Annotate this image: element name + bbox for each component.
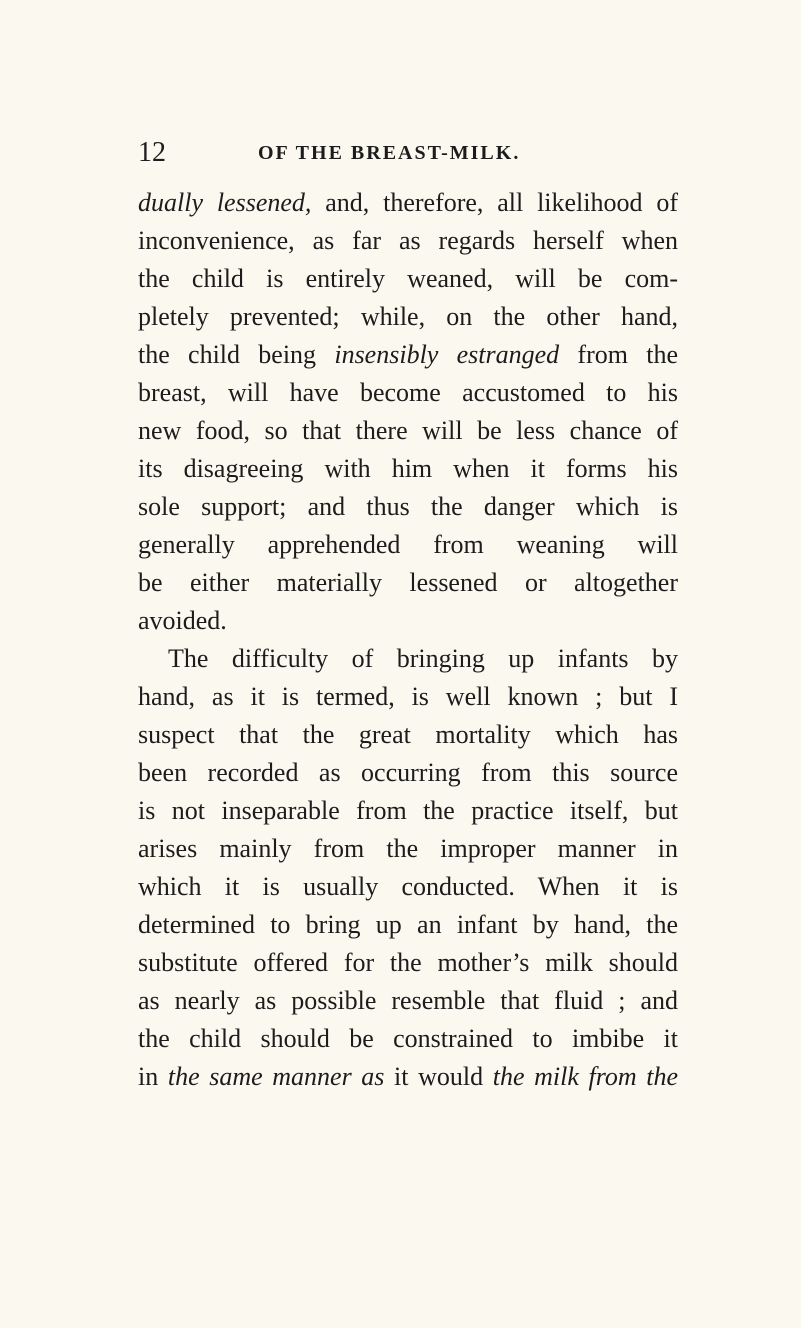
text-line [138, 640, 678, 678]
text-line [138, 260, 678, 298]
italic-text: insensibly estranged [334, 340, 560, 369]
text-run: sole support; and thus the danger which is [138, 492, 678, 521]
text-line [138, 982, 678, 1020]
italic-text: the milk from the [492, 1062, 678, 1091]
text-run: avoided. [138, 606, 227, 635]
text-run: The difficulty of bringing up infants by [168, 644, 678, 673]
text-line [138, 564, 678, 602]
text-run: new food, so that there will be less chance of [138, 416, 678, 445]
text-run: it would [384, 1062, 493, 1091]
text-run: pletely prevented; while, on the other hand, [138, 302, 678, 331]
text-run: in [138, 1062, 168, 1091]
text-line [138, 412, 678, 450]
text-run: arises mainly from the improper manner in [138, 834, 678, 863]
text-run: and, therefore, all likelihood of [311, 188, 678, 217]
running-head [138, 133, 678, 173]
body-text [138, 184, 678, 1096]
text-run: suspect that the great mortality which has [138, 720, 678, 749]
text-line [138, 374, 678, 412]
italic-text: dually lessened, [138, 188, 312, 217]
text-line [138, 1058, 678, 1096]
text-line [138, 830, 678, 868]
text-line [138, 678, 678, 716]
text-run: the child should be constrained to imbibe it [138, 1024, 678, 1053]
italic-text: the same manner as [167, 1062, 385, 1091]
page-number: 12 [138, 137, 166, 168]
text-line [138, 298, 678, 336]
text-run: determined to bring up an infant by hand, the [138, 910, 678, 939]
text-line [138, 906, 678, 944]
text-run: inconvenience, as far as regards herself when [138, 226, 678, 255]
text-line [138, 222, 678, 260]
text-line [138, 450, 678, 488]
text-line [138, 488, 678, 526]
text-run: the child is entirely weaned, will be com- [138, 264, 678, 293]
text-run: which it is usually conducted. When it is [138, 872, 678, 901]
text-line [138, 602, 678, 640]
text-run: the child being [138, 340, 335, 369]
text-run: is not inseparable from the practice itself, but [138, 796, 678, 825]
text-line [138, 336, 678, 374]
text-run: substitute offered for the mother’s milk should [138, 948, 678, 977]
text-run: hand, as it is termed, is well known ; but I [138, 682, 678, 711]
text-run: its disagreeing with him when it forms his [138, 454, 678, 483]
text-run: been recorded as occurring from this source [138, 758, 678, 787]
text-run: breast, will have become accustomed to his [138, 378, 678, 407]
text-run: as nearly as possible resemble that fluid ; and [138, 986, 678, 1015]
text-run: generally apprehended from weaning will [138, 530, 678, 559]
running-title: OF THE BREAST-MILK. [258, 142, 521, 164]
text-run: be either materially lessened or altogether [138, 568, 678, 597]
text-line [138, 1020, 678, 1058]
text-line [138, 754, 678, 792]
text-run: from the [559, 340, 679, 369]
text-line [138, 944, 678, 982]
text-line [138, 716, 678, 754]
text-line [138, 868, 678, 906]
text-line [138, 184, 678, 222]
text-line [138, 792, 678, 830]
text-line [138, 526, 678, 564]
